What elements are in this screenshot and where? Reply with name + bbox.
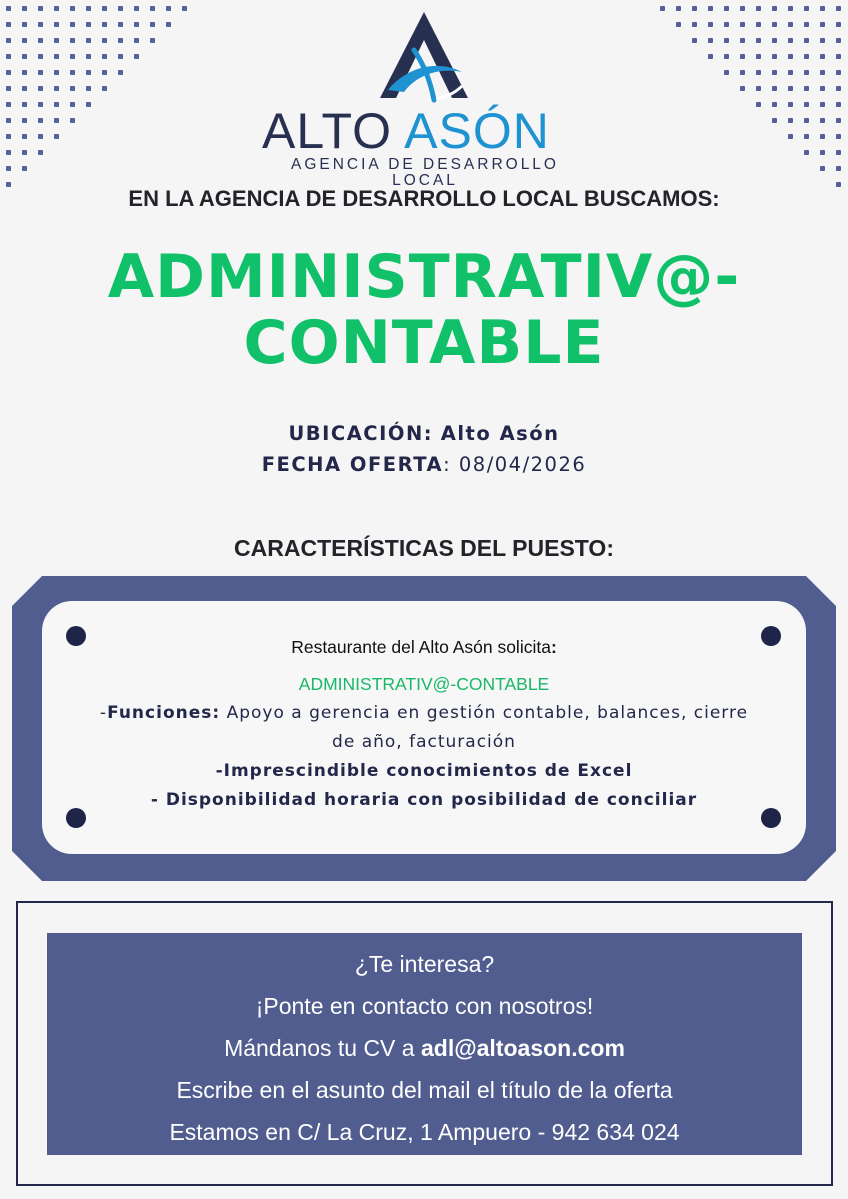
job-title [0, 244, 848, 376]
contact-email-prefix: Mándanos tu CV a [224, 1035, 421, 1061]
location-label: UBICACIÓN: [288, 422, 434, 445]
mountain-a-icon [374, 10, 474, 105]
job-title-line2: CONTABLE [243, 308, 605, 378]
brand-name-part2: ASÓN [404, 103, 550, 159]
contact-question: ¿Te interesa? [354, 951, 495, 977]
offer-meta [0, 418, 848, 480]
functions-prefix: - [99, 703, 108, 723]
job-title-line1: ADMINISTRATIV@- [107, 242, 741, 312]
contact-address: Estamos en C/ La Cruz, 1 Ampuero - 942 634 024 [169, 1119, 680, 1145]
requirement-availability: - Disponibilidad horaria con posibilidad de conciliar [150, 790, 698, 810]
functions-text: Apoyo a gerencia en gestión contable, balances, cierre de año, facturación [220, 703, 749, 752]
date-label: FECHA OFERTA [261, 453, 444, 476]
company-line [42, 633, 806, 662]
date-value: : 08/04/2026 [443, 453, 587, 476]
location-row [0, 418, 848, 449]
requirement-excel: -Imprescindible conocimientos de Excel [215, 761, 633, 781]
brand-name [262, 103, 550, 159]
contact-text [47, 943, 802, 1153]
contact-email-line [47, 1027, 802, 1069]
date-row [0, 449, 848, 480]
contact-cta: ¡Ponte en contacto con nosotros! [255, 993, 594, 1019]
functions-line [42, 699, 806, 757]
intro-heading: EN LA AGENCIA DE DESARROLLO LOCAL BUSCAMOS: [128, 186, 720, 211]
contact-email-link[interactable]: adl@altoason.com [420, 1035, 625, 1061]
contact-subject-note: Escribe en el asunto del mail el título de la oferta [176, 1077, 673, 1103]
functions-label: Funciones: [107, 703, 221, 723]
location-value: Alto Asón [440, 422, 560, 445]
company-name: Restaurante del Alto Asón solicita [291, 637, 551, 657]
company-colon: : [550, 637, 557, 657]
brand-subtitle: AGENCIA DE DESARROLLO LOCAL [290, 156, 559, 189]
section-heading: CARACTERÍSTICAS DEL PUESTO: [234, 535, 614, 561]
logo [0, 0, 848, 189]
position-line: ADMINISTRATIV@-CONTABLE [298, 674, 550, 694]
brand-name-part1: ALTO [262, 103, 392, 159]
characteristics-text [42, 633, 806, 815]
